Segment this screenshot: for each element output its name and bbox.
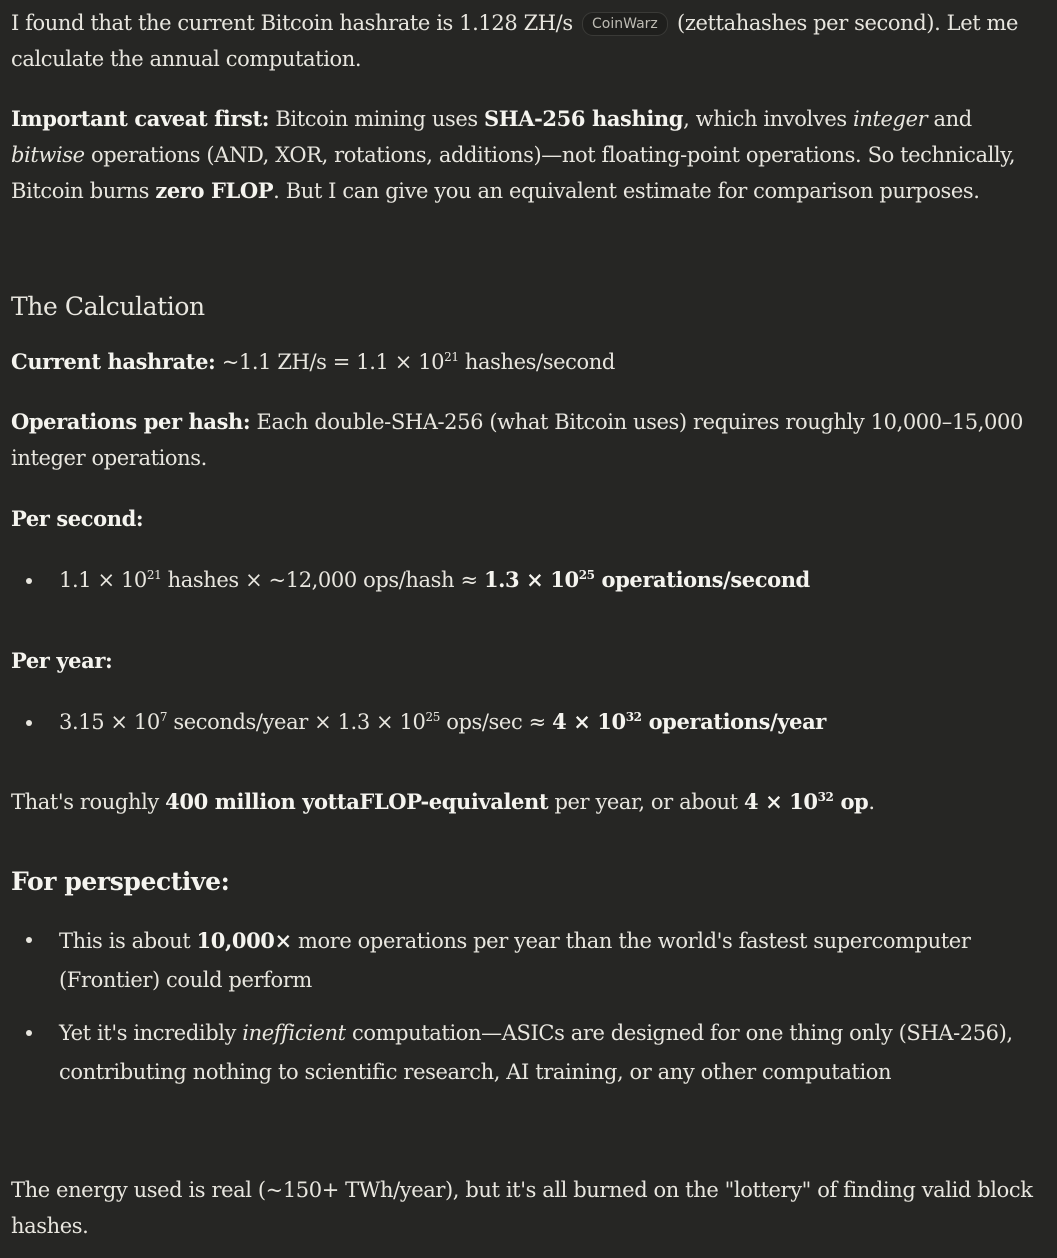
caveat-text: and bbox=[933, 107, 972, 131]
per-second-heading bbox=[11, 501, 143, 537]
per-second-list bbox=[11, 562, 1049, 598]
closing-paragraph bbox=[11, 1172, 1051, 1244]
summary-text: per year, or about bbox=[554, 790, 738, 814]
list-item bbox=[11, 1014, 1049, 1092]
per-year-heading bbox=[11, 643, 112, 679]
summary-bold-ops bbox=[744, 789, 868, 814]
result-unit: operations/year bbox=[648, 709, 826, 734]
perspective-list bbox=[11, 921, 1049, 1092]
summary-value: 4 × 10 bbox=[743, 789, 818, 814]
item-text: seconds/year × 1.3 × 10 bbox=[173, 710, 426, 734]
hashrate-label: Current hashrate: bbox=[11, 349, 216, 374]
item-text: ops/sec ≈ bbox=[446, 710, 546, 734]
caveat-paragraph bbox=[11, 101, 1051, 209]
exponent: 25 bbox=[425, 710, 440, 724]
item-result bbox=[484, 567, 810, 592]
summary-text: . bbox=[868, 790, 875, 814]
closing-text: The energy used is real (~150+ TWh/year), but it's all burned on the "lottery" of finding valid block hashes. bbox=[11, 1178, 1033, 1238]
summary-exponent: 32 bbox=[817, 790, 834, 804]
caveat-text: , which involves bbox=[683, 107, 847, 131]
hashrate-text: ~1.1 ZH/s = 1.1 × 10 bbox=[221, 350, 445, 374]
item-text: This is about bbox=[59, 929, 191, 953]
ops-per-hash-text: Each double-SHA-256 (what Bitcoin uses) requires roughly 10,000–15,000 integer operations. bbox=[11, 410, 1023, 470]
result-text: 1.3 × 10 bbox=[483, 567, 579, 592]
item-italic: inefficient bbox=[242, 1021, 346, 1045]
per-second-label: Per second: bbox=[11, 506, 144, 531]
calculation-heading bbox=[11, 289, 205, 325]
intro-text-after: (zettahashes per second). Let me calculate the annual computation. bbox=[11, 11, 1019, 71]
per-year-label: Per year: bbox=[11, 648, 113, 673]
perspective-label: For perspective: bbox=[11, 867, 230, 896]
item-text: computation—ASICs are designed for one thing only (SHA-256), contributing nothing to scientific research, AI training, or any other computation bbox=[59, 1021, 1013, 1084]
hashrate-exponent: 21 bbox=[444, 350, 459, 364]
caveat-italic-bitwise: bitwise bbox=[11, 143, 85, 167]
item-text: 3.15 × 10 bbox=[59, 710, 160, 734]
caveat-text: Bitcoin mining uses bbox=[275, 107, 478, 131]
source-citation-badge[interactable]: CoinWarz bbox=[582, 12, 668, 36]
summary-unit: op bbox=[840, 789, 869, 814]
item-text: more operations per year than the world's fastest supercomputer (Frontier) could perform bbox=[59, 929, 971, 992]
caveat-bold-sha: SHA-256 hashing bbox=[484, 106, 684, 131]
caveat-text: . But I can give you an equivalent estimate for comparison purposes. bbox=[273, 179, 980, 203]
list-item bbox=[11, 704, 1049, 740]
caveat-bold-zero-flop: zero FLOP bbox=[155, 178, 274, 203]
per-year-list bbox=[11, 704, 1049, 740]
perspective-heading bbox=[11, 864, 229, 900]
heading-text: The Calculation bbox=[11, 292, 205, 321]
intro-paragraph bbox=[11, 5, 1051, 77]
summary-paragraph bbox=[11, 784, 875, 820]
item-text: hashes × ~12,000 ops/hash ≈ bbox=[167, 568, 478, 592]
item-text: Yet it's incredibly bbox=[59, 1021, 237, 1045]
list-item bbox=[11, 562, 1049, 598]
caveat-text: operations (AND, XOR, rotations, additions)—not floating-point operations. So technically, Bitcoin burns bbox=[11, 143, 1016, 203]
ops-per-hash-paragraph bbox=[11, 404, 1051, 476]
summary-bold-yottaflop: 400 million yottaFLOP-equivalent bbox=[165, 789, 549, 814]
ops-per-hash-label: Operations per hash: bbox=[11, 409, 251, 434]
item-bold: 10,000× bbox=[196, 928, 292, 953]
result-exponent: 25 bbox=[578, 568, 595, 582]
list-item bbox=[11, 921, 1049, 1000]
item-text: 1.1 × 10 bbox=[59, 568, 147, 592]
hashrate-unit: hashes/second bbox=[464, 350, 615, 374]
caveat-italic-integer: integer bbox=[853, 107, 928, 131]
hashrate-paragraph bbox=[11, 344, 615, 380]
result-text: 4 × 10 bbox=[552, 709, 626, 734]
result-unit: operations/second bbox=[601, 567, 810, 592]
item-result bbox=[552, 709, 826, 734]
exponent: 7 bbox=[159, 710, 168, 724]
caveat-label: Important caveat first: bbox=[11, 106, 270, 131]
result-exponent: 32 bbox=[625, 710, 642, 724]
summary-text: That's roughly bbox=[11, 790, 159, 814]
intro-text-before: I found that the current Bitcoin hashrate is 1.128 ZH/s bbox=[11, 11, 573, 35]
exponent: 21 bbox=[146, 568, 162, 582]
